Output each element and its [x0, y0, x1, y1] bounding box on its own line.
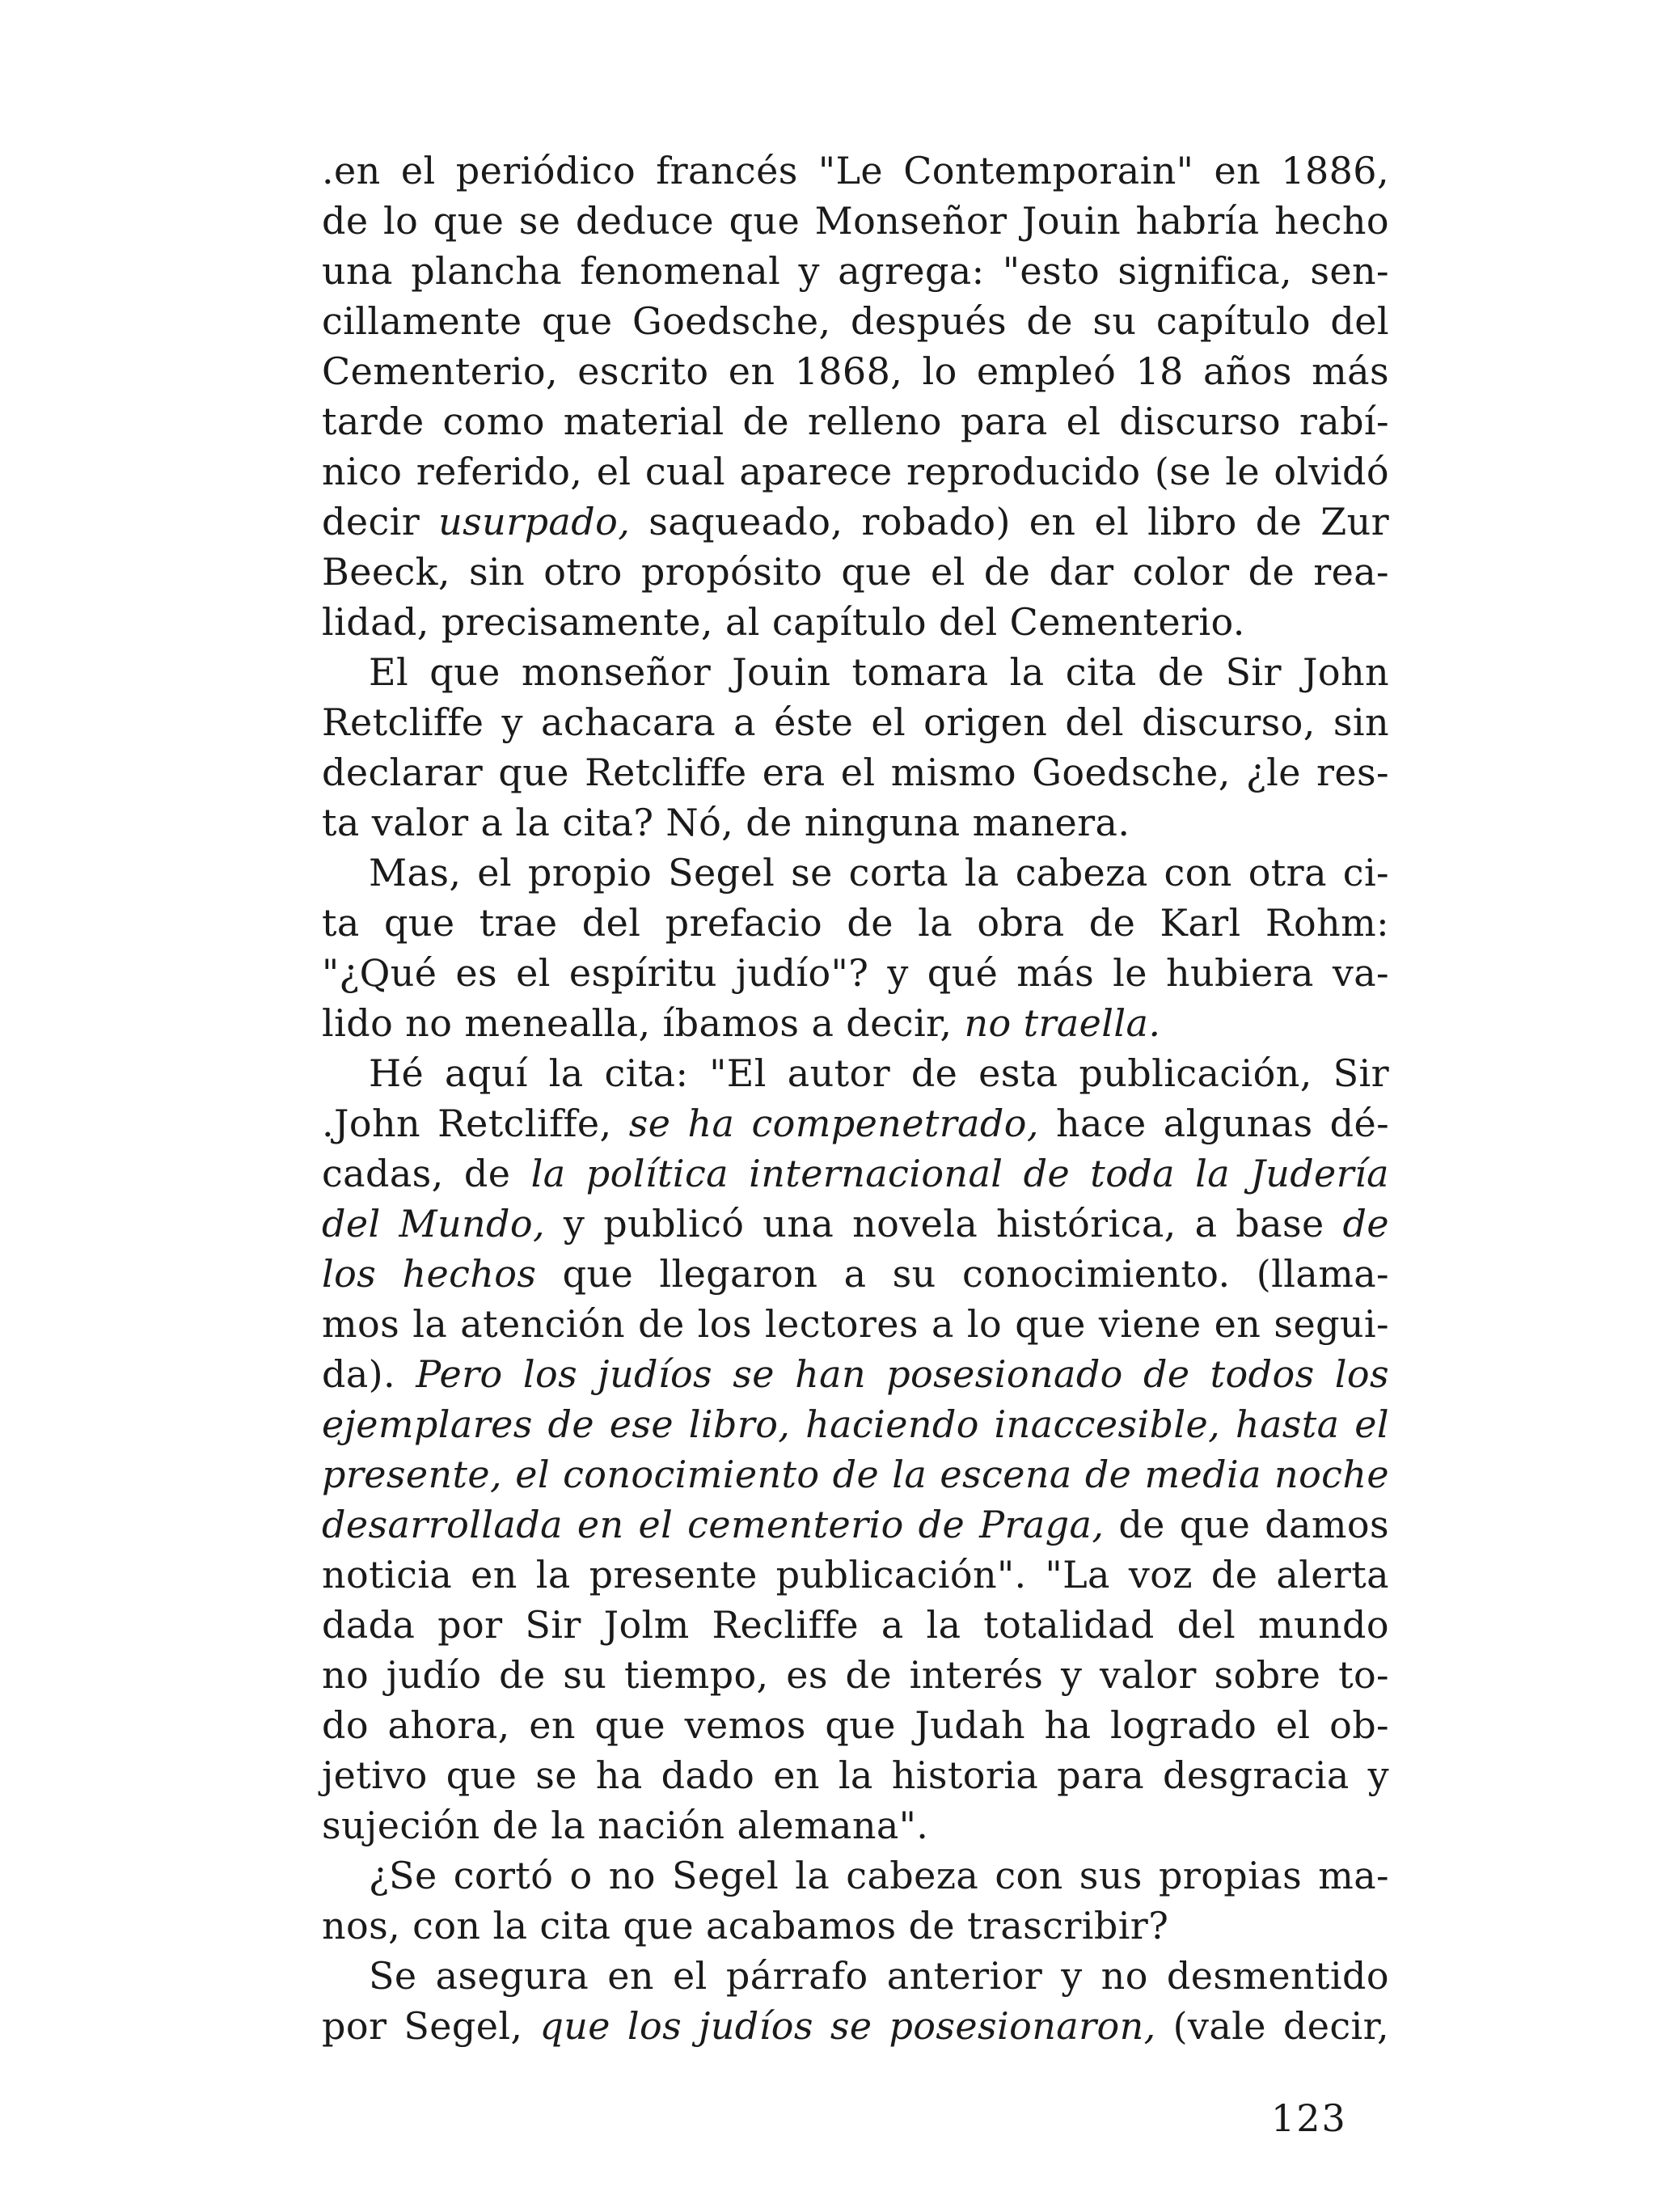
text-line: [322, 1951, 1389, 2001]
text-segment: cadas, de: [322, 1152, 531, 1195]
text-segment: ¿Se cortó o no Segel la cabeza con sus propias ma-: [369, 1854, 1389, 1897]
text-line: [322, 1600, 1389, 1650]
text-segment: de que damos: [1104, 1503, 1389, 1546]
text-segment: da).: [322, 1352, 416, 1396]
text-segment: una plancha fenomenal y agrega: "esto significa, sen-: [322, 249, 1389, 293]
italic-text: de: [1342, 1202, 1389, 1246]
text-segment: saqueado, robado) en el libro de Zur: [630, 500, 1389, 543]
text-line: [322, 1349, 1389, 1399]
text-segment: sujeción de la nación alemana".: [322, 1804, 929, 1847]
text-segment: y publicó una novela histórica, a base: [545, 1202, 1343, 1246]
text-segment: declarar que Retcliffe era el mismo Goedsche, ¿le res-: [322, 751, 1389, 794]
text-line: [322, 697, 1389, 747]
text-line: [322, 396, 1389, 446]
italic-text: ejemplares de ese libro, haciendo inaccesible, hasta el: [322, 1402, 1389, 1446]
text-segment: El que monseñor Jouin tomara la cita de Sir John: [369, 650, 1389, 694]
text-line: [322, 1800, 1389, 1850]
text-segment: que llegaron a su conocimiento. (llama-: [536, 1252, 1389, 1296]
text-line: [322, 1148, 1389, 1199]
text-line: [322, 848, 1389, 898]
text-line: [322, 1299, 1389, 1349]
text-segment: por Segel,: [322, 2004, 540, 2048]
text-line: [322, 597, 1389, 647]
italic-text: del Mundo,: [322, 1202, 545, 1246]
text-line: [322, 898, 1389, 948]
text-segment: hace algunas dé-: [1038, 1102, 1390, 1145]
text-line: [322, 497, 1389, 547]
italic-text: desarrollada en el cementerio de Praga,: [322, 1503, 1105, 1546]
italic-text: la política internacional de toda la Judería: [530, 1152, 1390, 1195]
text-line: [322, 998, 1389, 1048]
text-segment: noticia en la presente publicación". "La voz de alerta: [322, 1553, 1389, 1597]
text-segment: (vale decir,: [1155, 2004, 1389, 2048]
text-line: [322, 1700, 1389, 1750]
text-line: [322, 797, 1389, 848]
text-segment: Hé aquí la cita: "El autor de esta publicación, Sir: [369, 1051, 1389, 1095]
text-line: [322, 1048, 1389, 1098]
text-line: [322, 1449, 1389, 1499]
italic-text: presente, el conocimiento de la escena de media noche: [322, 1453, 1389, 1496]
text-line: [322, 948, 1389, 998]
text-segment: lido no menealla, íbamos a decir,: [322, 1001, 965, 1045]
italic-text: se ha compenetrado,: [628, 1102, 1039, 1145]
text-line: [322, 346, 1389, 396]
text-line: [322, 1550, 1389, 1600]
text-segment: ta que trae del prefacio de la obra de Karl Rohm:: [322, 901, 1389, 945]
text-line: [322, 1249, 1389, 1299]
text-segment: no judío de su tiempo, es de interés y valor sobre to-: [322, 1653, 1389, 1697]
text-line: [322, 547, 1389, 597]
text-segment: nico referido, el cual aparece reproducido (se le olvidó: [322, 450, 1389, 493]
italic-text: usurpado,: [438, 500, 631, 543]
text-segment: lidad, precisamente, al capítulo del Cementerio.: [322, 600, 1245, 644]
page-number: 123: [1271, 2096, 1347, 2140]
text-segment: tarde como material de relleno para el discurso rabí-: [322, 400, 1389, 443]
text-line: [322, 1098, 1389, 1148]
text-segment: "¿Qué es el espíritu judío"? y qué más le hubiera va-: [322, 951, 1389, 995]
italic-text: no traella.: [964, 1001, 1161, 1045]
text-segment: jetivo que se ha dado en la historia para desgracia y: [322, 1753, 1389, 1797]
body-text: [322, 146, 1389, 2051]
text-segment: do ahora, en que vemos que Judah ha logrado el ob-: [322, 1703, 1389, 1747]
text-segment: Mas, el propio Segel se corta la cabeza con otra ci-: [369, 851, 1389, 895]
text-segment: dada por Sir Jolm Recliffe a la totalidad del mundo: [322, 1603, 1389, 1647]
text-segment: Retcliffe y achacara a éste el origen del discurso, sin: [322, 700, 1389, 744]
text-segment: Cementerio, escrito en 1868, lo empleó 18 años más: [322, 349, 1389, 393]
text-line: [322, 146, 1389, 196]
text-line: [322, 1499, 1389, 1550]
text-line: [322, 1850, 1389, 1901]
text-segment: Se asegura en el párrafo anterior y no desmentido: [369, 1954, 1389, 1998]
italic-text: que los judíos se posesionaron,: [539, 2004, 1156, 2048]
text-line: [322, 296, 1389, 346]
text-line: [322, 1650, 1389, 1700]
text-segment: Beeck, sin otro propósito que el de dar color de rea-: [322, 550, 1389, 594]
text-line: [322, 1901, 1389, 1951]
text-line: [322, 1399, 1389, 1449]
text-segment: .John Retcliffe,: [322, 1102, 629, 1145]
text-line: [322, 747, 1389, 797]
text-segment: cillamente que Goedsche, después de su capítulo del: [322, 299, 1389, 343]
text-line: [322, 2001, 1389, 2051]
italic-text: Pero los judíos se han posesionado de todos los: [416, 1352, 1390, 1396]
text-line: [322, 196, 1389, 246]
italic-text: los hechos: [322, 1252, 537, 1296]
text-segment: nos, con la cita que acabamos de trascribir?: [322, 1904, 1169, 1948]
text-line: [322, 1199, 1389, 1249]
text-segment: decir: [322, 500, 439, 543]
text-segment: .en el periódico francés "Le Contemporain" en 1886,: [322, 149, 1389, 192]
text-line: [322, 1750, 1389, 1800]
text-line: [322, 647, 1389, 697]
text-segment: de lo que se deduce que Monseñor Jouin habría hecho: [322, 199, 1389, 243]
text-line: [322, 446, 1389, 497]
text-segment: mos la atención de los lectores a lo que viene en segui-: [322, 1302, 1389, 1346]
text-line: [322, 246, 1389, 296]
text-segment: ta valor a la cita? Nó, de ninguna manera.: [322, 801, 1130, 844]
